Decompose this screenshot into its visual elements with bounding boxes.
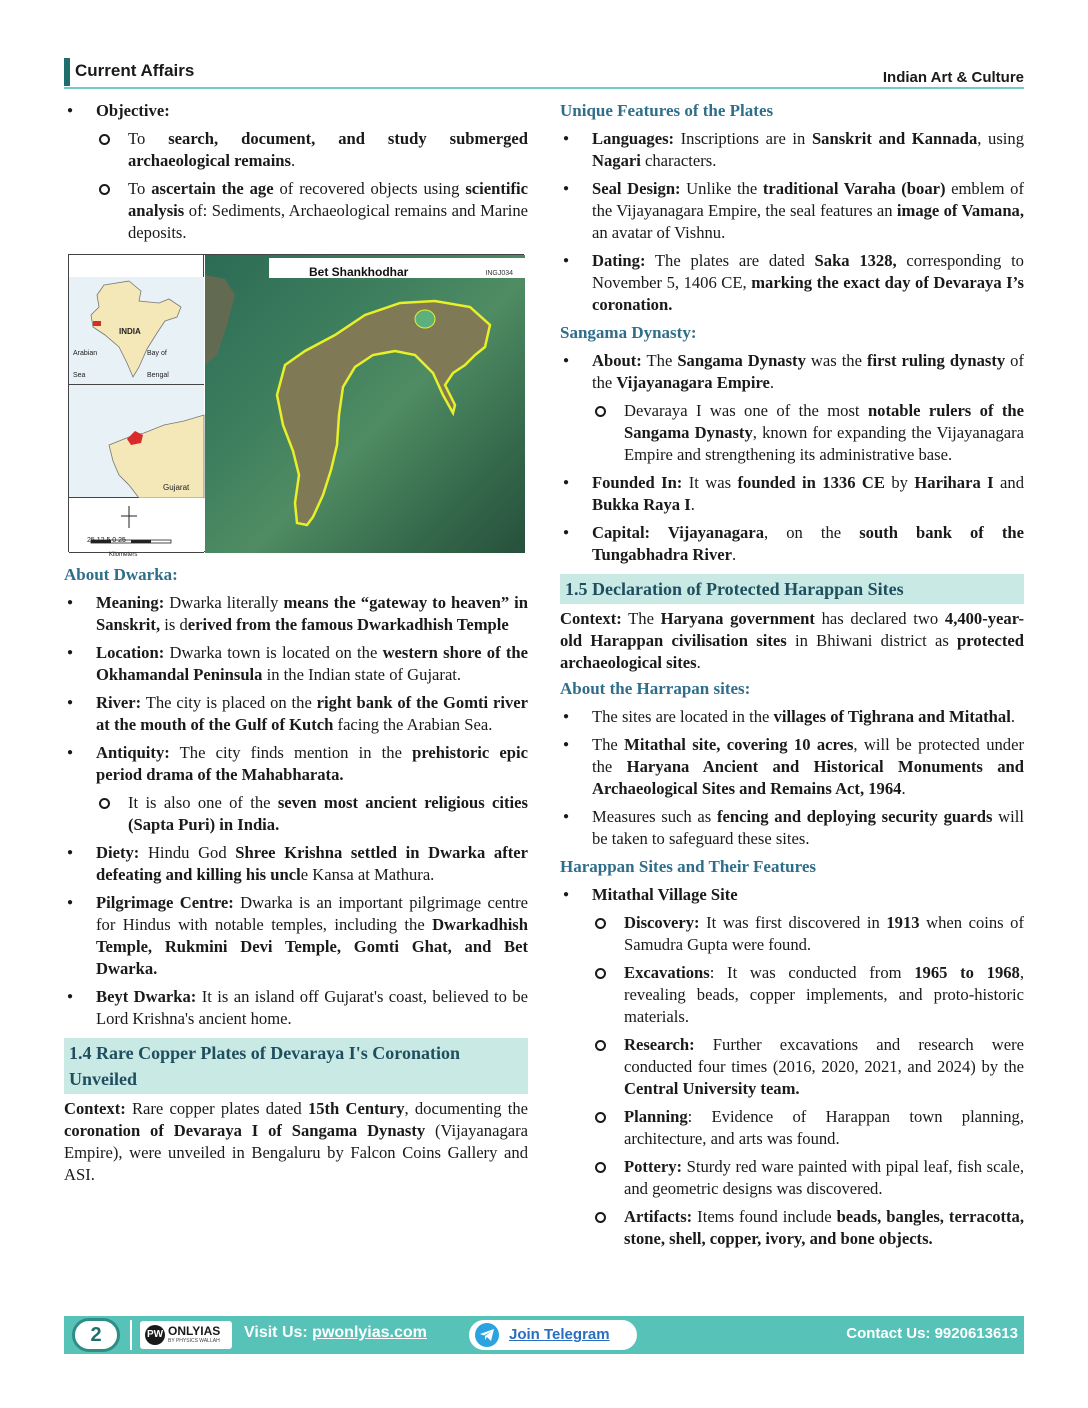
item-label: Mitathal Village Site <box>592 885 738 904</box>
text-run: right bank of the Gomti river at the mouth of the Gulf of Kutch <box>96 693 528 734</box>
text-run: protected archaeological sites <box>560 631 1024 672</box>
list-item <box>592 1106 1024 1150</box>
text-run: villages of Tighrana and Mitathal <box>773 707 1011 726</box>
item-label: About: <box>592 351 642 370</box>
list-item <box>560 178 1024 244</box>
text-run: notable rulers of the Sangama Dynasty <box>624 401 1024 442</box>
contact-info: Contact Us: 9920613613 <box>846 1325 1018 1342</box>
map-insets <box>69 255 204 558</box>
text-run: means the “gateway to heaven” in Sanskrit, <box>96 593 528 634</box>
text-run: Devaraya I was one of the most <box>624 401 868 420</box>
text-run: will be taken to safeguard these sites. <box>592 807 1024 848</box>
list-item <box>560 806 1024 850</box>
text-run: Rare copper plates dated <box>125 1099 308 1118</box>
text-run: Sanskrit and Kannada <box>811 129 978 148</box>
text-run: , on the <box>764 523 860 542</box>
context-paragraph <box>64 1098 528 1186</box>
text-run: To <box>128 179 152 198</box>
text-run: is d <box>160 615 188 634</box>
list-item <box>592 400 1024 466</box>
text-run: Dwarka literally <box>164 593 284 612</box>
list-item <box>64 692 528 736</box>
text-run: an avatar of Vishnu. <box>592 223 726 242</box>
text-run: The <box>641 351 678 370</box>
text-run: scientific analysis <box>128 179 528 220</box>
harrapan-sites-heading: About the Harrapan sites: <box>560 679 751 698</box>
text-run: coronation of Devaraya I of Sangama Dynasty <box>64 1121 426 1140</box>
map-figure <box>68 254 524 558</box>
figure-code: INGJ034 <box>485 270 513 277</box>
text-run: , documenting the <box>404 1099 528 1118</box>
harappan-features-heading: Harappan Sites and Their Features <box>560 857 816 876</box>
list-item <box>560 884 1024 1250</box>
item-label: Antiquity: <box>96 743 170 762</box>
page-number: 2 <box>90 1324 102 1346</box>
text-run: The city is placed on the <box>141 693 317 712</box>
text-run: , will be protected under the <box>592 735 1024 776</box>
header-right-title: Indian Art & Culture <box>882 69 1024 86</box>
list-item <box>64 592 528 636</box>
telegram-icon <box>475 1323 499 1347</box>
mitathal-sublist <box>592 912 1024 1250</box>
scale-unit: Kilometers <box>109 552 138 558</box>
mitathal-list <box>560 884 1024 1250</box>
text-run: Hindu God <box>139 843 236 862</box>
text-run: Central University team. <box>624 1079 800 1098</box>
text-run: The <box>621 609 661 628</box>
telegram-label: Join Telegram <box>509 1326 610 1343</box>
text-run: Items found include <box>692 1207 837 1226</box>
text-run: Dwarka is an important pilgrimage centre for Hindus with notable temples, including the <box>96 893 528 934</box>
text-run: . <box>690 495 695 514</box>
text-run: was the <box>805 351 867 370</box>
list-item <box>560 250 1024 316</box>
gujarat-inset-map <box>69 385 204 498</box>
item-label: Research: <box>624 1035 695 1054</box>
bay-of-bengal-label: Bay of Bengal <box>147 350 169 379</box>
text-run: To <box>128 129 169 148</box>
text-run: has declared two <box>814 609 945 628</box>
text-run: , revealing beads, copper implements, and proto-historic materials. <box>624 963 1024 1026</box>
item-label: Founded In: <box>592 473 683 492</box>
text-run: and <box>993 473 1024 492</box>
item-label: Dating: <box>592 251 646 270</box>
text-run: The <box>592 735 625 754</box>
item-label: River: <box>96 693 142 712</box>
text-run: . <box>769 373 775 392</box>
header-left-title: Current Affairs <box>75 61 195 80</box>
text-run: It is also one of the <box>128 793 278 812</box>
text-run: of: Sediments, Archaeological remains and Marine deposits. <box>128 201 528 242</box>
text-run: Vijayanagara Empire <box>616 373 770 392</box>
list-item <box>560 350 1024 466</box>
text-run: founded in 1336 CE <box>737 473 885 492</box>
text-run: image of Vamana, <box>896 201 1024 220</box>
list-item <box>64 742 528 836</box>
text-run: Harihara I <box>914 473 994 492</box>
text-run: Saka 1328, <box>814 251 897 270</box>
item-label: Pilgrimage Centre: <box>96 893 234 912</box>
list-item <box>560 472 1024 516</box>
dwarka-list <box>64 592 528 1030</box>
text-run: prehistoric epic period drama of the Mahabharata. <box>96 743 529 784</box>
list-item <box>592 1206 1024 1250</box>
item-label: Location: <box>96 643 165 662</box>
text-run: Further excavations and research were conducted four times (2016, 2020, 2021, and 2024) by the <box>624 1035 1024 1076</box>
context-label: Context: <box>560 609 622 628</box>
text-run: 4,400-year-old Harappan civilisation sites <box>560 609 1024 650</box>
text-run: traditional Varaha (boar) <box>762 179 946 198</box>
scale-label: 25 12.5 0 25 <box>87 537 126 544</box>
item-label: Diety: <box>96 843 140 862</box>
text-run: . <box>732 545 737 564</box>
text-run: . <box>291 151 296 170</box>
unique-features-heading: Unique Features of the Plates <box>560 101 774 120</box>
unique-features-list <box>560 128 1024 316</box>
text-run: Sturdy red ware painted with pipal leaf, fish scale, and geometric designs was discovered. <box>624 1157 1024 1198</box>
text-run: in the Indian state of Gujarat. <box>262 665 462 684</box>
footer-bar <box>64 1316 1024 1354</box>
text-run: The plates are dated <box>645 251 815 270</box>
text-run: : Evidence of Harappan town planning, architecture, and arts was found. <box>624 1107 1024 1148</box>
text-run: . <box>901 779 906 798</box>
text-run: It was <box>682 473 738 492</box>
text-run: Nagari <box>592 151 641 170</box>
text-run: : It was conducted from <box>709 963 915 982</box>
list-item <box>64 842 528 886</box>
text-run: south bank of the Tungabhadra River <box>592 523 1025 564</box>
item-label: Seal Design: <box>592 179 681 198</box>
item-label: Excavations <box>624 963 710 982</box>
text-run: seven most ancient religious cities (Sapta Puri) in India. <box>128 793 528 834</box>
list-item <box>560 522 1024 566</box>
figure-title: Bet Shankhodhar <box>269 258 525 278</box>
text-run: of recovered objects using <box>273 179 466 198</box>
section-heading-1-5: 1.5 Declaration of Protected Harappan Sites <box>560 574 1024 604</box>
text-run: by <box>884 473 915 492</box>
header-accent-bar <box>64 58 70 86</box>
list-item <box>592 912 1024 956</box>
text-run: , known for expanding the Vijayanagara Empire and strengthening its administrative base. <box>624 423 1024 464</box>
objective-sublist <box>96 128 528 244</box>
gujarat-label: Gujarat <box>163 483 190 492</box>
text-run: characters. <box>640 151 717 170</box>
list-item <box>64 642 528 686</box>
list-item <box>560 706 1024 728</box>
text-run: marking the exact day of Devaraya I’s coronation. <box>592 273 1024 314</box>
text-run: corresponding to November 5, 1406 CE, <box>592 251 1024 292</box>
list-item <box>64 100 528 244</box>
text-run: Mitathal site, covering 10 acres <box>624 735 854 754</box>
list-item <box>96 128 528 172</box>
harrapan-sites-list <box>560 706 1024 850</box>
list-item <box>96 178 528 244</box>
text-run: Shree Krishna settled in Dwarka after defeating and killing his uncl <box>96 843 528 884</box>
text-run: . <box>1010 707 1015 726</box>
text-run: 1913 <box>886 913 920 932</box>
text-run: search, document, and study submerged archaeological remains <box>128 129 528 170</box>
header-divider <box>64 87 1024 89</box>
pw-logo-icon: PW <box>145 1325 165 1345</box>
text-run: Haryana government <box>660 609 815 628</box>
text-run: facing the Arabian Sea. <box>333 715 493 734</box>
list-item <box>592 1034 1024 1100</box>
item-label: Capital: Vijayanagara <box>592 523 765 542</box>
logo-subtext: BY PHYSICS WALLAH <box>168 1338 220 1344</box>
text-run: 15th Century <box>307 1099 405 1118</box>
text-run: The city finds mention in the <box>169 743 413 762</box>
text-run: western shore of the Okhamandal Peninsula <box>96 643 528 684</box>
text-run: Dwarkadhish Temple, Rukmini Devi Temple, Gomti Ghat, and Bet Dwarka. <box>96 915 528 978</box>
context-label: Context: <box>64 1099 126 1118</box>
text-run: Unlike the <box>680 179 763 198</box>
sangama-list <box>560 350 1024 566</box>
list-item <box>592 1156 1024 1200</box>
footer-divider <box>130 1320 132 1350</box>
item-label: Artifacts: <box>624 1207 693 1226</box>
dwarka-heading: About Dwarka: <box>64 565 178 584</box>
website-link[interactable]: pwonlyias.com <box>312 1324 427 1341</box>
india-inset-map <box>69 277 204 385</box>
text-run: It is an island off Gujarat's coast, believed to be Lord Krishna's ancient home. <box>96 987 528 1028</box>
text-run: , using <box>977 129 1024 148</box>
visit-label: Visit Us: <box>244 1324 313 1341</box>
arabian-sea-label: Arabian Sea <box>73 350 98 379</box>
list-item <box>96 792 528 836</box>
text-run: 1965 to 1968 <box>914 963 1020 982</box>
text-run: Measures such as <box>592 807 717 826</box>
item-label: Beyt Dwarka: <box>96 987 197 1006</box>
text-run: Inscriptions are in <box>674 129 812 148</box>
item-label: Languages: <box>592 129 675 148</box>
objective-list <box>64 100 528 244</box>
list-item <box>64 986 528 1030</box>
text-run: in Bhiwani district as <box>786 631 958 650</box>
text-run: emblem of the Vijayanagara Empire, the seal features an <box>592 179 1024 220</box>
join-telegram-button[interactable] <box>469 1320 637 1350</box>
text-run: fencing and deploying security guards <box>716 807 993 826</box>
page-number-badge <box>72 1318 120 1352</box>
text-run: ascertain the age <box>151 179 274 198</box>
text-run: Dwarka town is located on the <box>164 643 383 662</box>
text-run: (Vijayanagara Empire), were unveiled in Bengaluru by Falcon Coins Gallery and ASI. <box>64 1121 528 1184</box>
text-run: when coins of Samudra Gupta were found. <box>624 913 1024 954</box>
sangama-sublist <box>592 400 1024 466</box>
text-run: beads, bangles, terracotta, stone, shell, copper, ivory, and bone objects. <box>624 1207 1024 1248</box>
item-label: Meaning: <box>96 593 165 612</box>
item-label: Discovery: <box>624 913 700 932</box>
satellite-image <box>205 255 525 553</box>
text-run: first ruling dynasty <box>866 351 1006 370</box>
text-run: Bukka Raya I <box>592 495 691 514</box>
item-label: Pottery: <box>624 1157 683 1176</box>
visit-us <box>244 1324 427 1342</box>
antiquity-sublist <box>96 792 528 836</box>
text-run: It was first discovered in <box>699 913 887 932</box>
text-run: Haryana Ancient and Historical Monuments and Archaeological Sites and Remains Act, 1964 <box>592 757 1024 798</box>
item-label: Planning <box>624 1107 688 1126</box>
text-run: . <box>696 653 701 672</box>
text-run: Sangama Dynasty <box>677 351 806 370</box>
section-heading-1-4: 1.4 Rare Copper Plates of Devaraya I's Coronation Unveiled <box>64 1038 528 1094</box>
onlyias-logo[interactable] <box>140 1321 232 1349</box>
text-run: of the <box>592 351 1024 392</box>
text-run: erived from the famous Dwarkadhish Temple <box>187 615 509 634</box>
list-item <box>560 128 1024 172</box>
scale-inset <box>69 498 204 558</box>
list-item <box>560 734 1024 800</box>
india-label: INDIA <box>119 327 141 336</box>
text-run: e Kansa at Mathura. <box>300 865 435 884</box>
right-column <box>560 100 1024 1256</box>
list-item <box>592 962 1024 1028</box>
left-column <box>64 100 528 1190</box>
text-run: The sites are located in the <box>592 707 774 726</box>
sangama-heading: Sangama Dynasty: <box>560 323 697 342</box>
context-paragraph <box>560 608 1024 674</box>
logo-text: ONLYIAS <box>168 1324 221 1338</box>
list-item <box>64 892 528 980</box>
objective-label: Objective: <box>96 101 170 120</box>
